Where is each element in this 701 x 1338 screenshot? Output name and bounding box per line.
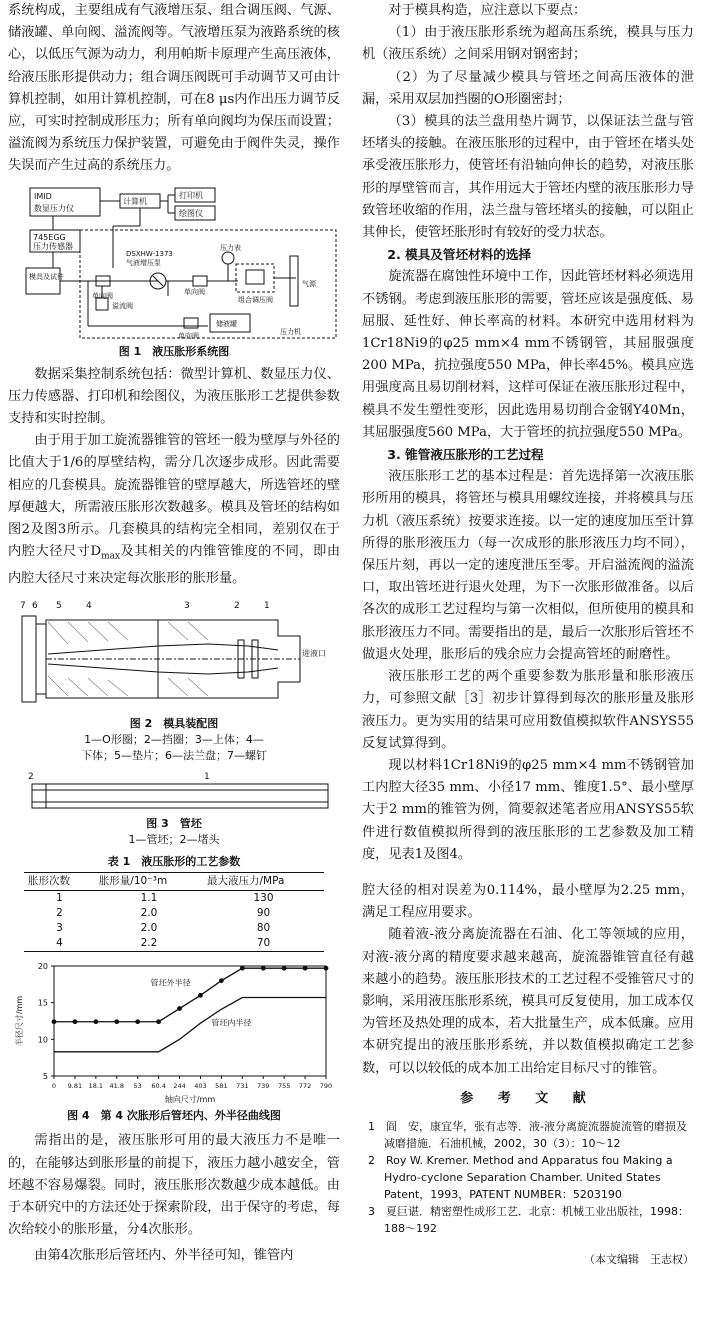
check-valve-label-1: 单向阀	[92, 291, 113, 300]
series-line	[54, 998, 326, 1052]
table-cell: 2.2	[95, 936, 203, 952]
paragraph: （3）模具的法兰盘用垫片调节，以保证法兰盘与管坯堵头的接触。在液压胀形的过程中，由于管坯在堵头处承受液压胀形力，使管坯有沿轴向伸长的趋势，对液压胀形的厚壁管而言，其作用远大于管坯内壁的液压胀形力导致管坯收缩的作用，法兰盘与管坯堵头的接触，可以阻止其伸长，使管坯胀形时有较好的受力状态。	[362, 114, 694, 241]
data-point	[114, 1020, 119, 1025]
section-heading: 3. 锥管液压胀形的工艺过程	[387, 447, 544, 463]
mold-assembly-drawing	[8, 596, 340, 716]
right-column	[362, 0, 694, 1271]
hydraulic-system-diagram	[8, 186, 340, 344]
series-label: 管坯内半径	[211, 1018, 252, 1028]
figure-2	[8, 596, 340, 764]
press-label: 压力机	[280, 327, 301, 336]
check-valve-label-3: 单向阀	[178, 331, 199, 340]
paragraph: 腔大径的相对误差为0.114%，最小壁厚为2.25 mm，满足工程应用要求。	[362, 882, 694, 921]
column-header: 胀形量/10⁻³m	[95, 873, 203, 891]
subscript: max	[101, 551, 121, 562]
table-cell: 1.1	[140, 892, 158, 905]
pump-label-2: 气液增压泵	[126, 258, 161, 267]
paragraph: 由第4次胀形后管坯内、外半径可知，锥管内	[34, 1248, 294, 1264]
column-header: 最大液压力/MPa	[203, 873, 324, 891]
x-axis-label: 轴向尺寸/mm	[164, 1095, 216, 1105]
data-point	[324, 966, 329, 971]
imid-label-2: 数显压力仪	[34, 203, 74, 213]
left-column	[8, 0, 340, 1268]
y-tick-label: 10	[37, 1035, 48, 1045]
part-number: 2	[28, 772, 34, 783]
data-point	[135, 1020, 140, 1025]
paragraph: 对于模具构造，应注意以下要点：	[388, 3, 587, 18]
data-point	[52, 1020, 57, 1025]
table-1-caption: 表 1 液压胀形的工艺参数	[107, 855, 241, 869]
paragraph: （2）为了尽量减少模具与管坯之间高压液体的泄漏，采用双层加挡圈的O形圈密封；	[362, 69, 694, 107]
x-tick-label: 772	[298, 1082, 312, 1091]
table-cell: 90	[256, 907, 271, 920]
part-number: 7	[20, 601, 26, 612]
table-cell: 80	[256, 922, 271, 935]
radius-curve-chart	[8, 958, 340, 1108]
gauge-label: 压力表	[220, 243, 241, 252]
data-point	[219, 979, 224, 984]
sensor-label: 745EGG	[33, 232, 66, 242]
data-point	[282, 966, 287, 971]
part-number: 6	[32, 601, 38, 612]
printer-label: 打印机	[179, 190, 203, 200]
paragraph: 系统构成，主要组成有气液增压泵、组合调压阀、气源、储液罐、单向阀、溢流阀等。气液增压泵为液路系统的核心，以低压气源为动力，利用帕斯卡原理产生高压液体，给液压胀形提供动力；组合调压阀既可手动调节又可由计算机控制，如用计算机控制，可在8 μs内作出压力调节反应，可实时控制成形压力；所有单向阀均为保压而设置；溢流阀为系统压力保护装置，可避免由于阀件失灵，操作失误而产生过高的系统压力。	[8, 3, 340, 174]
table-cell: 2.0	[140, 922, 158, 935]
process-parameter-table	[24, 872, 324, 952]
paragraph: 数据采集控制系统包括：微型计算机、数显压力仪、压力传感器、打印机和绘图仪，为液压胀形工艺提供参数支持和实时控制。	[8, 366, 340, 427]
table-cell: 4	[24, 936, 95, 952]
part-number: 2	[234, 601, 240, 612]
column-header: 胀形次数	[24, 873, 95, 891]
paragraph: 需指出的是，液压胀形可用的最大液压力不是唯一的，在能够达到胀形量的前提下，液压力越小越安全，管坯越不容易爆裂。同时，液压胀形次数越少成本越低。由于本研究中的方法还处于探索阶段，出于保守的考虑，每次给较小的胀形量，分4次胀形。	[8, 1133, 340, 1238]
plotter-label: 绘图仪	[179, 208, 203, 218]
x-tick-label: 731	[236, 1082, 249, 1091]
y-tick-label: 5	[42, 1072, 48, 1082]
figure-4-caption: 图 4 第 4 次胀形后管坯内、外半径曲线图	[67, 1109, 281, 1123]
table-cell: 70	[203, 936, 324, 952]
part-number: 1	[264, 601, 270, 612]
imid-label: IMID	[34, 191, 52, 201]
figure-4	[8, 958, 340, 1124]
tank-label: 储液罐	[216, 319, 237, 328]
x-tick-label: 41.8	[109, 1082, 125, 1091]
data-point	[240, 966, 245, 971]
specimen-label: 模具及试件	[29, 272, 64, 281]
y-axis-label: 半径尺寸/mm	[15, 996, 24, 1047]
y-tick-label: 20	[37, 962, 48, 972]
paragraph	[8, 430, 340, 590]
part-number: 5	[56, 601, 62, 612]
series-line	[54, 968, 326, 1022]
tube-blank-drawing	[8, 770, 340, 816]
figure-3-legend: 1—管坯；2—堵头	[128, 833, 220, 847]
x-tick-label: 581	[215, 1082, 228, 1091]
table-row	[24, 936, 324, 952]
x-tick-label: 244	[173, 1082, 186, 1091]
pump-label: DSXHW-1373	[126, 249, 173, 258]
air-source-label: 气源	[302, 279, 316, 288]
figure-3	[8, 770, 340, 848]
x-tick-label: 403	[194, 1082, 207, 1091]
x-tick-label: 9.81	[67, 1082, 83, 1091]
paragraph: 随着液-液分离旋流器在石油、化工等领域的应用，对液-液分离的精度要求越来越高，旋流器锥管直径有越来越小的趋势。液压胀形技术的工艺过程不受锥管尺寸的影响，采用液压胀形系统，模具可反复使用，加工成本仅为管坯及热处理的成本，若大批量生产，成本低廉。应用本研究提出的液压胀形系统，并以数值模拟确定工艺参数，可以以较低的成本加工出给定目标尺寸的锥管。	[362, 927, 694, 1076]
data-point	[93, 1020, 98, 1025]
part-number: 3	[184, 601, 190, 612]
data-point	[177, 1006, 182, 1011]
x-tick-label: 18.1	[88, 1082, 104, 1091]
inlet-label: 进液口	[302, 649, 326, 659]
figure-2-caption: 图 2 模具装配图	[129, 717, 219, 731]
table-row	[24, 906, 324, 921]
x-tick-label: 60.4	[151, 1082, 166, 1091]
paragraph: 液压胀形工艺的基本过程是：首先选择第一次液压胀形所用的模具，将管坯与模具用螺纹连接，并将模具与压力机（液压系统）按要求连接。以一定的速度加压至计算所得的胀形液压力（每一次成形的胀形液压力均不同），保压片刻，再以一定的速度泄压至零。开启溢流阀的溢流口，取出管坯进行退火处理，为下一次胀形做准备。以后各次的成形工艺过程均与第一次相似，但所使用的模具和胀形液压力不同。需要指出的是，最后一次胀形后管坯不做退火处理，胀形后的残余应力会提高管坯的耐磨性。	[362, 469, 694, 662]
y-tick-label: 15	[37, 998, 48, 1008]
editor-note: （本文编辑 王志权）	[584, 1252, 694, 1266]
x-tick-label: 755	[277, 1082, 291, 1091]
data-point	[198, 993, 203, 998]
paragraph: （1）由于液压胀形系统为超高压系统，模具与压力机（液压系统）之间采用钢对钢密封；	[362, 25, 694, 63]
table-row	[24, 891, 324, 907]
table-cell: 2	[56, 907, 63, 920]
table-cell: 1	[56, 892, 63, 905]
data-point	[303, 966, 308, 971]
sensor-label-2: 压力传感器	[33, 241, 73, 251]
series-label: 管坯外半径	[150, 978, 191, 988]
part-number: 4	[86, 601, 92, 612]
paragraph: 旋流器在腐蚀性环境中工作，因此管坯材料必须选用不锈钢。考虑到液压胀形的需要，管坯应该是强度低、易屈服、延性好、伸长率高的材料。本研究中选用材料为1Cr18Ni9的φ25 mm×4 mm不锈钢管，其屈服强度200 MPa，抗拉强度550 MPa，伸长率45%。模具应选用强度高且易切削材料，这样可保证在液压胀形过程中，模具不发生塑性变形，因此选用易切削合金钢Y40Mn，其屈服强度560 MPa，大于管坯的抗拉强度550 MPa。	[362, 269, 694, 440]
data-point	[156, 1020, 161, 1025]
table-row	[24, 921, 324, 936]
table-header-row	[24, 873, 324, 891]
combo-valve-label: 组合调压阀	[238, 295, 273, 304]
figure-1	[8, 186, 340, 360]
figure-2-legend: 1—O形圈；2—挡圈；3—上体；4—	[84, 733, 264, 747]
x-tick-label: 53	[133, 1082, 142, 1091]
paragraph-text: 及其相关的内锥管锥度的不同，即由内腔大径尺寸来决定每次胀形的胀形量。	[8, 544, 341, 587]
check-valve-label-2: 单向阀	[184, 287, 205, 296]
table-cell: 130	[253, 892, 274, 905]
computer-label: 计算机	[123, 196, 147, 206]
x-tick-label: 739	[257, 1082, 270, 1091]
paragraph: 液压胀形工艺的两个重要参数为胀形量和胀形液压力，可参照文献［3］初步计算得到每次的胀形量及胀形液压力。更为实用的结果可应用数值模拟软件ANSYS55反复试算得到。	[362, 669, 694, 751]
paragraph-text: 由于用于加工旋流器锥管的管坯一般为壁厚与外径的比值大于1/6的厚壁结构，需分几次逐步成形。因此需要相应的几套模具。旋流器锥管的壁厚越大，所选管坯的壁厚便越大，所需液压胀形次数越多。模具及管坯的结构如图2及图3所示。几套模具的结构完全相同，差别仅在于内腔大径尺寸D	[8, 433, 340, 560]
paragraph: 现以材料1Cr18Ni9的φ25 mm×4 mm不锈钢管加工内腔大径35 mm、小径17 mm、锥度1.5°、最小壁厚大于2 mm的锥管为例，简要叙述笔者应用ANSYS55软件进行数值模拟所得到的液压胀形的工艺参数及加工精度，见表1及图4。	[362, 757, 694, 862]
x-tick-label: 790	[319, 1082, 333, 1091]
figure-3-caption: 图 3 管坯	[146, 817, 202, 831]
reference-item: 2 Roy W. Kremer. Method and Apparatus fou Making a Hydro-cyclone Separation Chamber. United States Patent，1993，PATENT NUMBER：5203190	[368, 1153, 673, 1201]
section-heading: 2. 模具及管坯材料的选择	[387, 247, 532, 263]
figure-1-caption: 图 1 液压胀形系统图	[118, 344, 230, 358]
x-tick-label: 0	[51, 1082, 57, 1091]
table-cell: 2.0	[140, 907, 158, 920]
table-1	[8, 854, 340, 952]
data-point	[73, 1020, 78, 1025]
part-number: 1	[204, 772, 210, 783]
figure-2-legend: 下体；5—垫片；6—法兰盘；7—螺钉	[81, 749, 267, 763]
references-heading: 参 考 文 献	[460, 1090, 596, 1106]
reference-item: 1 阎 安，康宜华，张有志等．液-液分离旋流器旋流管的磨损及减磨措施．石油机械，2002，30（3）：10～12	[368, 1119, 687, 1150]
data-point	[261, 966, 266, 971]
relief-valve-label: 溢流阀	[112, 301, 133, 310]
reference-item: 3 夏巨谌．精密塑性成形工艺．北京：机械工业出版社，1998：188～192	[368, 1204, 689, 1235]
table-cell: 3	[56, 922, 63, 935]
